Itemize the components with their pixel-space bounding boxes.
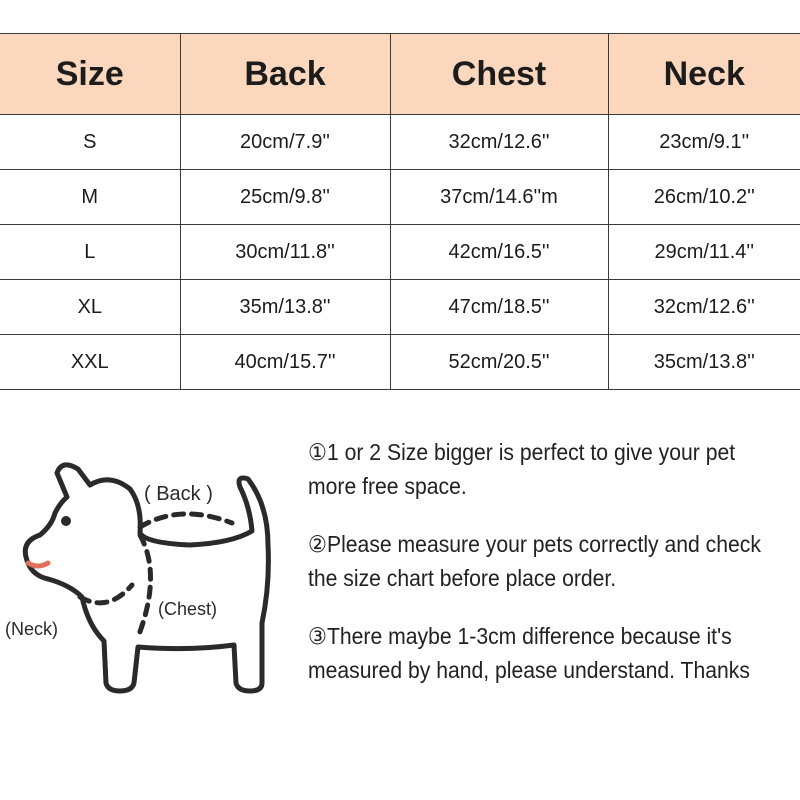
- cell-size: XXL: [0, 335, 180, 390]
- cell-back: 35m/13.8'': [180, 280, 390, 335]
- back-measure-line: [140, 514, 232, 527]
- cell-chest: 37cm/14.6''m: [390, 170, 608, 225]
- cell-size: M: [0, 170, 180, 225]
- table-row: [0, 115, 800, 170]
- header-size: Size: [0, 34, 180, 115]
- header-neck: Neck: [608, 34, 800, 115]
- cell-neck: 35cm/13.8'': [608, 335, 800, 390]
- cell-chest: 32cm/12.6'': [390, 115, 608, 170]
- note-item: ③There maybe 1-3cm difference because it's measured by hand, please understand. Thanks: [308, 623, 750, 683]
- back-label: ( Back ): [144, 483, 213, 505]
- header-back: Back: [180, 34, 390, 115]
- chest-measure-line: [138, 535, 151, 637]
- sizing-notes: [308, 435, 761, 711]
- dog-nose-icon: [28, 563, 48, 566]
- dog-eye-icon: [61, 516, 71, 526]
- cell-size: L: [0, 225, 180, 280]
- table-row: [0, 170, 800, 225]
- neck-measure-line: [80, 585, 132, 603]
- cell-neck: 26cm/10.2'': [608, 170, 800, 225]
- cell-neck: 29cm/11.4'': [608, 225, 800, 280]
- cell-chest: 47cm/18.5'': [390, 280, 608, 335]
- cell-neck: 32cm/12.6'': [608, 280, 800, 335]
- header-chest: Chest: [390, 34, 608, 115]
- note-item: ②Please measure your pets correctly and check the size chart before place order.: [308, 531, 761, 591]
- neck-label: (Neck): [5, 619, 58, 639]
- cell-size: XL: [0, 280, 180, 335]
- note-item: ①1 or 2 Size bigger is perfect to give your pet more free space.: [308, 439, 736, 499]
- cell-chest: 42cm/16.5'': [390, 225, 608, 280]
- cell-chest: 52cm/20.5'': [390, 335, 608, 390]
- table-header-row: [0, 34, 800, 115]
- cell-neck: 23cm/9.1'': [608, 115, 800, 170]
- dog-measurement-diagram: [0, 445, 300, 705]
- table-row: [0, 335, 800, 390]
- size-chart-table: [0, 33, 800, 390]
- chest-label: (Chest): [158, 599, 218, 619]
- table-row: [0, 225, 800, 280]
- cell-back: 25cm/9.8'': [180, 170, 390, 225]
- cell-back: 30cm/11.8'': [180, 225, 390, 280]
- cell-back: 20cm/7.9'': [180, 115, 390, 170]
- table-row: [0, 280, 800, 335]
- cell-back: 40cm/15.7'': [180, 335, 390, 390]
- cell-size: S: [0, 115, 180, 170]
